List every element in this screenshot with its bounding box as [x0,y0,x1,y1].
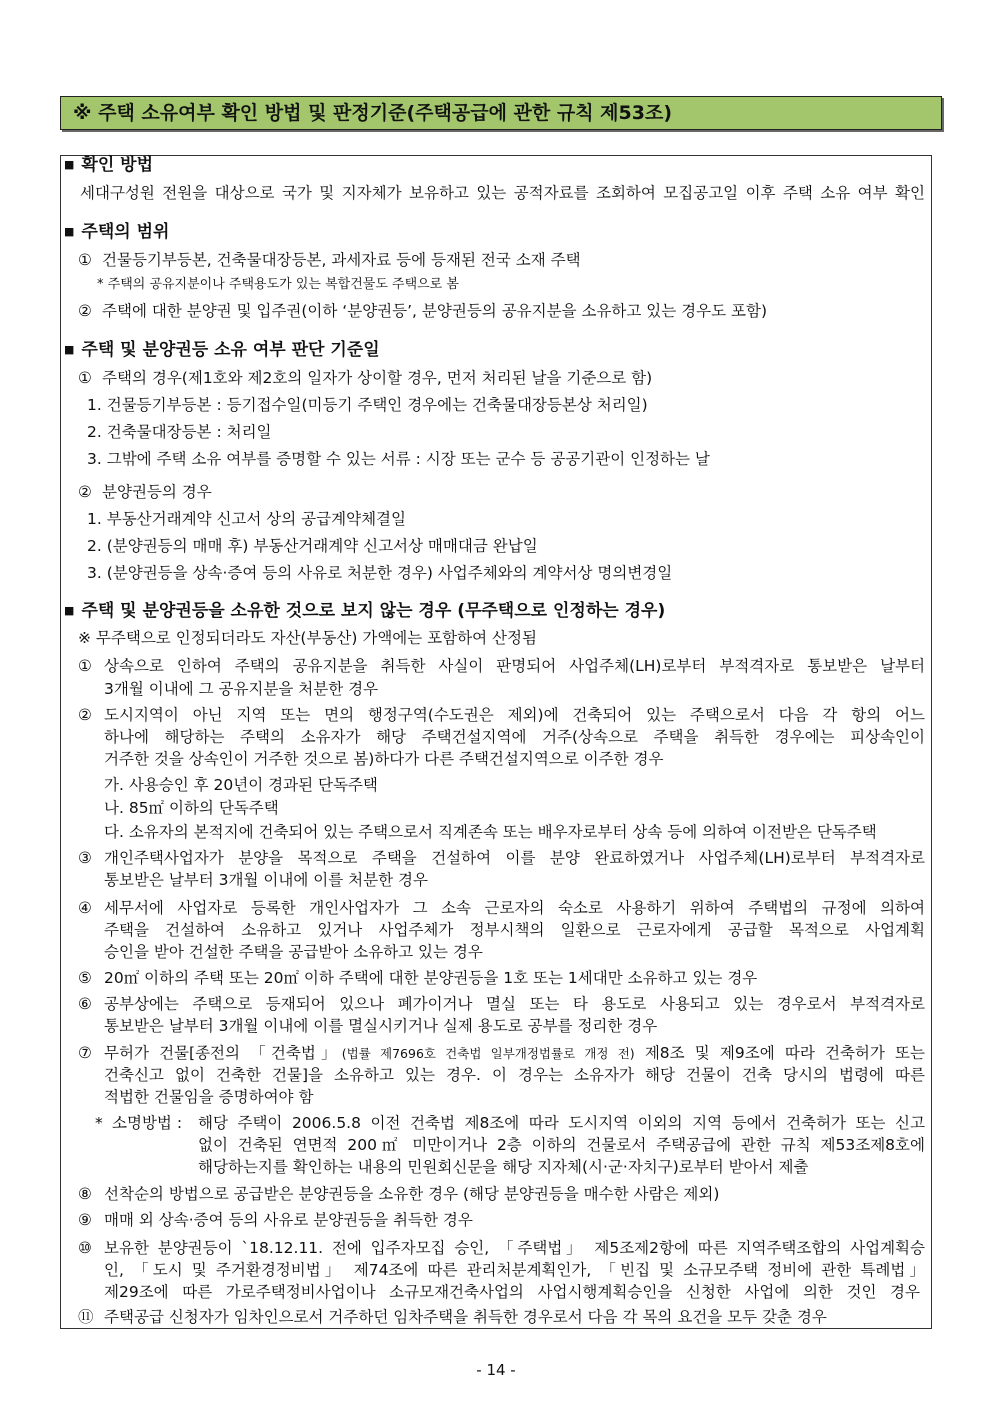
list-item: 1. 건물등기부등본 : 등기접수일(미등기 주택인 경우에는 건축물대장등본상 처리일) [87,396,648,414]
section-heading-criteria [64,339,380,361]
item-line: 주택을 건설하여 소유하고 있거나 사업주체가 정부시책의 일환으로 근로자에게 공급할 목적으로 사업계획 [104,921,925,939]
item-marker: ⑤ [78,969,92,987]
proof-line: 없이 건축된 연면적 200㎡ 미만이거나 2층 이하의 건물로서 주택공급에 관한 규칙 제53조제8호에 [198,1136,925,1154]
item-line-part: 무허가 건물[종전의 「건축법」 [104,1044,342,1062]
item-line: 통보받은 날부터 3개월 이내에 이를 멸실시키거나 실제 용도로 공부를 정리한 경우 [104,1017,658,1035]
item-line: 거주한 것을 상속인이 거주한 것으로 봄)하다가 다른 주택건설지역으로 이주한 경우 [104,750,664,768]
item-marker: ⑪ [78,1308,94,1326]
item-line: 선착순의 방법으로 공급받은 분양권등을 소유한 경우 (해당 분양권등을 매수한 사람은 제외) [104,1185,720,1203]
item-line: 개인주택사업자가 분양을 목적으로 주택을 건설하여 이를 분양 완료하였거나 사업주체(LH)로부터 부적격자로 [104,849,925,867]
item-marker: ⑦ [78,1044,92,1062]
item-line: 3개월 이내에 그 공유지분을 처분한 경우 [104,680,379,698]
heading-text: 주택 및 분양권등 소유 여부 판단 기준일 [81,340,380,360]
item-line-part: 제8조 및 제9조에 따라 건축허가 또는 [634,1044,925,1062]
item-marker: ② [78,483,92,501]
section-heading-housing-scope [64,221,169,243]
item-marker: ① [78,657,92,675]
square-bullet-icon: ■ [64,158,75,171]
list-item: 2. (분양권등의 매매 후) 부동산거래계약 신고서상 매매대금 완납일 [87,537,538,555]
sub-item: 다. 소유자의 본적지에 건축되어 있는 주택으로서 직계존속 또는 배우자로부터 상속 등에 의하여 이전받은 단독주택 [104,823,877,841]
list-item: 1. 부동산거래계약 신고서 상의 공급계약체결일 [87,510,406,528]
square-bullet-icon: ■ [64,343,75,356]
item-line: 매매 외 상속·증여 등의 사유로 분양권등을 취득한 경우 [104,1211,473,1229]
footnote: * 주택의 공유지분이나 주택용도가 있는 복합건물도 주택으로 봄 [97,277,459,292]
item-marker: ② [78,302,92,320]
section-heading-check-method [64,154,153,176]
proof-marker: * [95,1114,103,1132]
item-marker: ⑧ [78,1185,92,1203]
page-number: - 14 - [476,1361,516,1379]
item-line: 상속으로 인하여 주택의 공유지분을 취득한 사실이 판명되어 사업주체(LH)로부터 부적격자로 통보받은 날부터 [104,657,925,675]
item-marker: ⑩ [78,1239,92,1257]
item-line: 20㎡ 이하의 주택 또는 20㎡ 이하 주택에 대한 분양권등을 1호 또는 1세대만 소유하고 있는 경우 [104,969,758,987]
item-marker: ② [78,706,92,724]
list-item: 3. (분양권등을 상속·증여 등의 사유로 처분한 경우) 사업주체와의 계약서상 명의변경일 [87,564,673,582]
list-item: 3. 그밖에 주택 소유 여부를 증명할 수 있는 서류 : 시장 또는 군수 등 공공기관이 인정하는 날 [87,450,710,468]
group-title: 분양권등의 경우 [102,483,212,501]
list-item: 주택에 대한 분양권 및 입주권(이하 ‘분양권등’, 분양권등의 공유지분을 소유하고 있는 경우도 포함) [102,302,768,320]
list-item: 건물등기부등본, 건축물대장등본, 과세자료 등에 등재된 전국 소재 주택 [102,251,581,269]
item-marker: ⑨ [78,1211,92,1229]
heading-text: 확인 방법 [81,155,154,175]
page-title: ※ 주택 소유여부 확인 방법 및 판정기준(주택공급에 관한 규칙 제53조) [73,102,673,124]
notice: ※ 무주택으로 인정되더라도 자산(부동산) 가액에는 포함하여 산정됨 [78,629,537,647]
item-line: 제29조에 따른 가로주택정비사업이나 소규모재건축사업의 사업시행계획승인을 신청한 사업에 의한 것인 경우 [104,1283,920,1301]
law-reference-note: (법률 제7696호 건축법 일부개정법률로 개정 전) [341,1046,635,1061]
list-item: 2. 건축물대장등본 : 처리일 [87,423,272,441]
item-line: 건축신고 없이 건축한 건물]을 소유하고 있는 경우. 이 경우는 소유자가 해당 건물이 건축 당시의 법령에 따른 [104,1066,925,1084]
item-line: 도시지역이 아닌 지역 또는 면의 행정구역(수도권은 제외)에 건축되어 있는 주택으로서 다음 각 항의 어느 [104,706,925,724]
proof-line: 해당 주택이 2006.5.8 이전 건축법 제8조에 따라 도시지역 이외의 지역 등에서 건축허가 또는 신고 [198,1114,925,1132]
item-marker: ③ [78,849,92,867]
section-heading-exceptions [64,600,665,622]
sub-item: 나. 85㎡ 이하의 단독주택 [104,799,279,817]
item-line: 승인을 받아 건설한 주택을 공급받아 소유하고 있는 경우 [104,943,483,961]
check-method-body: 세대구성원 전원을 대상으로 국가 및 지자체가 보유하고 있는 공적자료를 조회하여 모집공고일 이후 주택 소유 여부 확인 [80,184,925,202]
heading-text: 주택의 범위 [81,222,170,242]
item-marker: ① [78,251,92,269]
item-line: 적법한 건물임을 증명하여야 함 [104,1088,314,1106]
title-banner [60,96,942,130]
heading-text: 주택 및 분양권등을 소유한 것으로 보지 않는 경우 (무주택으로 인정하는 경우) [81,601,666,621]
item-line: 세무서에 사업자로 등록한 개인사업자가 그 소속 근로자의 숙소로 사용하기 위하여 주택법의 규정에 의하여 [104,899,925,917]
item-line: 통보받은 날부터 3개월 이내에 이를 처분한 경우 [104,871,428,889]
proof-line: 해당하는지를 확인하는 내용의 민원회신문을 해당 지자체(시·군·자치구)로부터 받아서 제출 [198,1158,809,1176]
item-marker: ① [78,369,92,387]
item-marker: ④ [78,899,92,917]
item-line: 공부상에는 주택으로 등재되어 있으나 폐가이거나 멸실 또는 타 용도로 사용되고 있는 경우로서 부적격자로 [104,995,925,1013]
item-line [104,1042,925,1064]
square-bullet-icon: ■ [64,225,75,238]
proof-label: 소명방법 : [112,1114,183,1132]
square-bullet-icon: ■ [64,604,75,617]
group-title: 주택의 경우(제1호와 제2호의 일자가 상이할 경우, 먼저 처리된 날을 기준으로 함) [102,369,653,387]
sub-item: 가. 사용승인 후 20년이 경과된 단독주택 [104,776,378,794]
item-line: 인, 「도시 및 주거환경정비법」 제74조에 따른 관리처분계획인가, 「빈집 및 소규모주택 정비에 관한 특례법」 [104,1261,925,1279]
item-line: 주택공급 신청자가 임차인으로서 거주하던 임차주택을 취득한 경우로서 다음 각 목의 요건을 모두 갖춘 경우 [104,1308,827,1326]
item-line: 보유한 분양권등이 `18.12.11. 전에 입주자모집 승인, 「주택법」 제5조제2항에 따른 지역주택조합의 사업계획승 [104,1239,925,1257]
item-line: 하나에 해당하는 주택의 소유자가 해당 주택건설지역에 거주(상속으로 주택을 취득한 경우에는 피상속인이 [104,728,925,746]
item-marker: ⑥ [78,995,92,1013]
